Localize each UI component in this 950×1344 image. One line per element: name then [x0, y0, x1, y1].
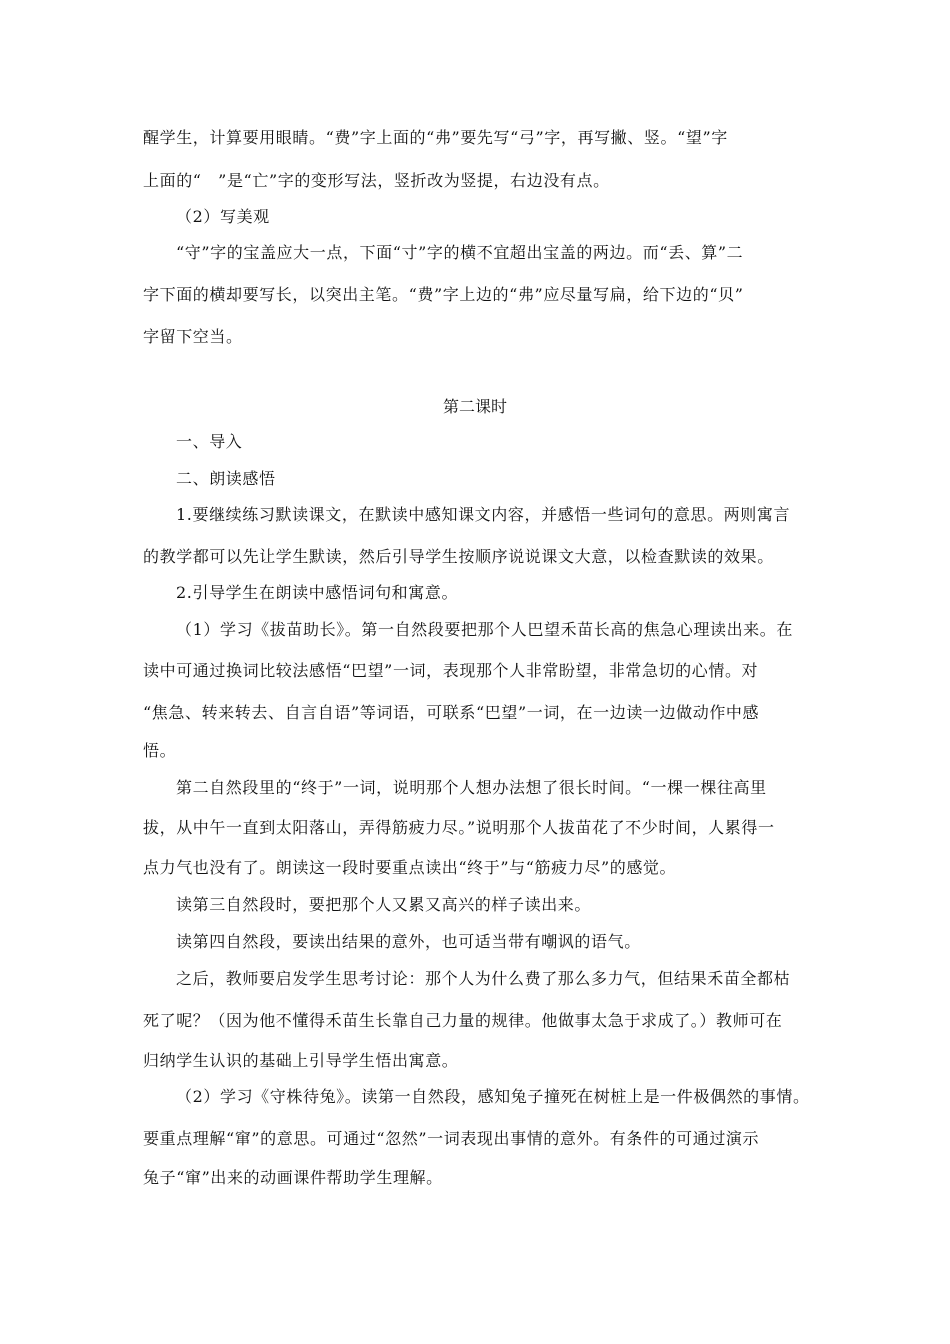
body-line: 字留下空当。: [143, 327, 243, 346]
body-line: 字下面的横却要写长，以突出主笔。“费”字上边的“弗”应尽量写扁，给下边的“贝”: [143, 285, 744, 304]
body-line: 1.要继续练习默读课文，在默读中感知课文内容，并感悟一些词句的意思。两则寓言: [176, 505, 791, 524]
body-line: 点力气也没有了。朗读这一段时要重点读出“终于”与“筋疲力尽”的感觉。: [143, 858, 677, 877]
body-line: 醒学生，计算要用眼睛。“费”字上面的“弗”要先写“弓”字，再写撇、竖。“望”字: [143, 128, 728, 147]
heading-item: 二、朗读感悟: [176, 469, 276, 488]
body-line: 兔子“窜”出来的动画课件帮助学生理解。: [143, 1168, 443, 1187]
body-line: 拔，从中午一直到太阳落山，弄得筋疲力尽。”说明那个人拔苗花了不少时间，人累得一: [143, 818, 775, 837]
body-line: 悟。: [143, 741, 177, 760]
section-title: 第二课时: [442, 397, 507, 416]
heading-item: 一、导入: [176, 432, 243, 451]
body-line: 归纳学生认识的基础上引导学生悟出寓意。: [143, 1051, 459, 1070]
body-line: （1）学习《拔苗助长》。第一自然段要把那个人巴望禾苗长高的焦急心理读出来。在: [176, 620, 793, 639]
body-line: 要重点理解“窜”的意思。可通过“忽然”一词表现出事情的意外。有条件的可通过演示: [143, 1129, 760, 1148]
body-line: 的教学都可以先让学生默读，然后引导学生按顺序说说课文大意，以检查默读的效果。: [143, 547, 774, 566]
body-line: 读第三自然段时，要把那个人又累又高兴的样子读出来。: [176, 895, 592, 914]
body-line: “焦急、转来转去、自言自语”等词语，可联系“巴望”一词，在一边读一边做动作中感: [143, 703, 760, 722]
body-line: （2）学习《守株待兔》。读第一自然段，感知兔子撞死在树桩上是一件极偶然的事情。: [176, 1087, 810, 1106]
body-line: 上面的“ ”是“亡”字的变形写法，竖折改为竖提，右边没有点。: [143, 171, 610, 190]
body-line: 死了呢？（因为他不懂得禾苗生长靠自己力量的规律。他做事太急于求成了。）教师可在: [143, 1011, 783, 1030]
body-line: 第二自然段里的“终于”一词，说明那个人想办法想了很长时间。“一棵一棵往高里: [176, 778, 767, 797]
body-line: 读第四自然段，要读出结果的意外，也可适当带有嘲讽的语气。: [176, 932, 641, 951]
body-line: 2.引导学生在朗读中感悟词句和寓意。: [176, 583, 459, 602]
body-line: 之后，教师要启发学生思考讨论：那个人为什么费了那么多力气，但结果禾苗全都枯: [176, 969, 791, 988]
subheading: （2）写美观: [176, 207, 270, 226]
body-line: 读中可通过换词比较法感悟“巴望”一词，表现那个人非常盼望，非常急切的心情。对: [143, 661, 759, 680]
body-line: “守”字的宝盖应大一点，下面“寸”字的横不宜超出宝盖的两边。而“丢、算”二: [176, 243, 744, 262]
